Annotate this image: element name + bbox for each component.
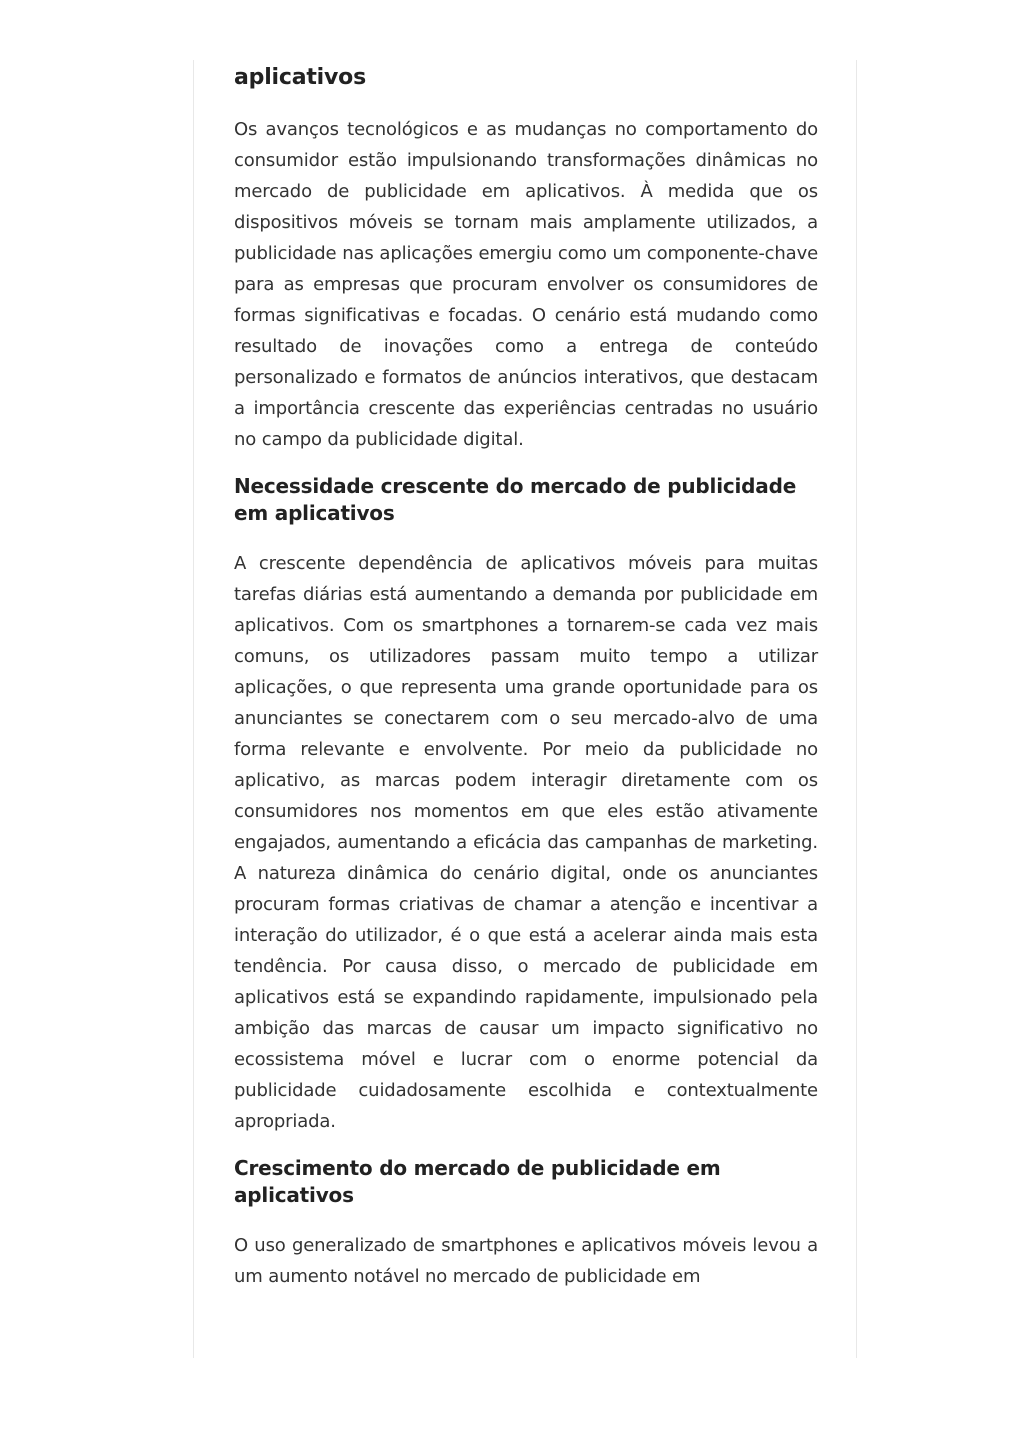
section-heading-crescimento: Crescimento do mercado de publicidade em aplicativos [234, 1156, 721, 1207]
section-heading-necessidade: Necessidade crescente do mercado de publicidade em aplicativos [234, 474, 797, 525]
paragraph-1: Os avanços tecnológicos e as mudanças no comportamento do consumidor estão impulsionando transformações dinâmicas no mercado de publicidade em aplicativos. À medida que os dispositivos móveis se tornam mais amplamente utilizados, a publicidade nas aplicações emergiu como um componente-chave para as empresas que procuram envolver os consumidores de formas significativas e focadas. O cenário está mudando como resultado de inovações como a entrega de conteúdo personalizado e formatos de anúncios interativos, que destacam a importância crescente das experiências centradas no usuário no campo da publicidade digital. [234, 119, 818, 450]
page-frame [193, 60, 857, 1358]
paragraph-3: O uso generalizado de smartphones e aplicativos móveis levou a um aumento notável no mercado de publicidade em [234, 1235, 818, 1287]
section-heading-top: aplicativos [234, 65, 366, 90]
article-body [234, 63, 818, 1292]
paragraph-2: A crescente dependência de aplicativos móveis para muitas tarefas diárias está aumentando a demanda por publicidade em aplicativos. Com os smartphones a tornarem-se cada vez mais comuns, os utilizadores passam muito tempo a utilizar aplicações, o que representa uma grande oportunidade para os anunciantes se conectarem com o seu mercado-alvo de uma forma relevante e envolvente. Por meio da publicidade no aplicativo, as marcas podem interagir diretamente com os consumidores nos momentos em que eles estão ativamente engajados, aumentando a eficácia das campanhas de marketing. A natureza dinâmica do cenário digital, onde os anunciantes procuram formas criativas de chamar a atenção e incentivar a interação do utilizador, é o que está a acelerar ainda mais esta tendência. Por causa disso, o mercado de publicidade em aplicativos está se expandindo rapidamente, impulsionado pela ambição das marcas de causar um impacto significativo no ecossistema móvel e lucrar com o enorme potencial da publicidade cuidadosamente escolhida e contextualmente apropriada. [234, 553, 818, 1132]
